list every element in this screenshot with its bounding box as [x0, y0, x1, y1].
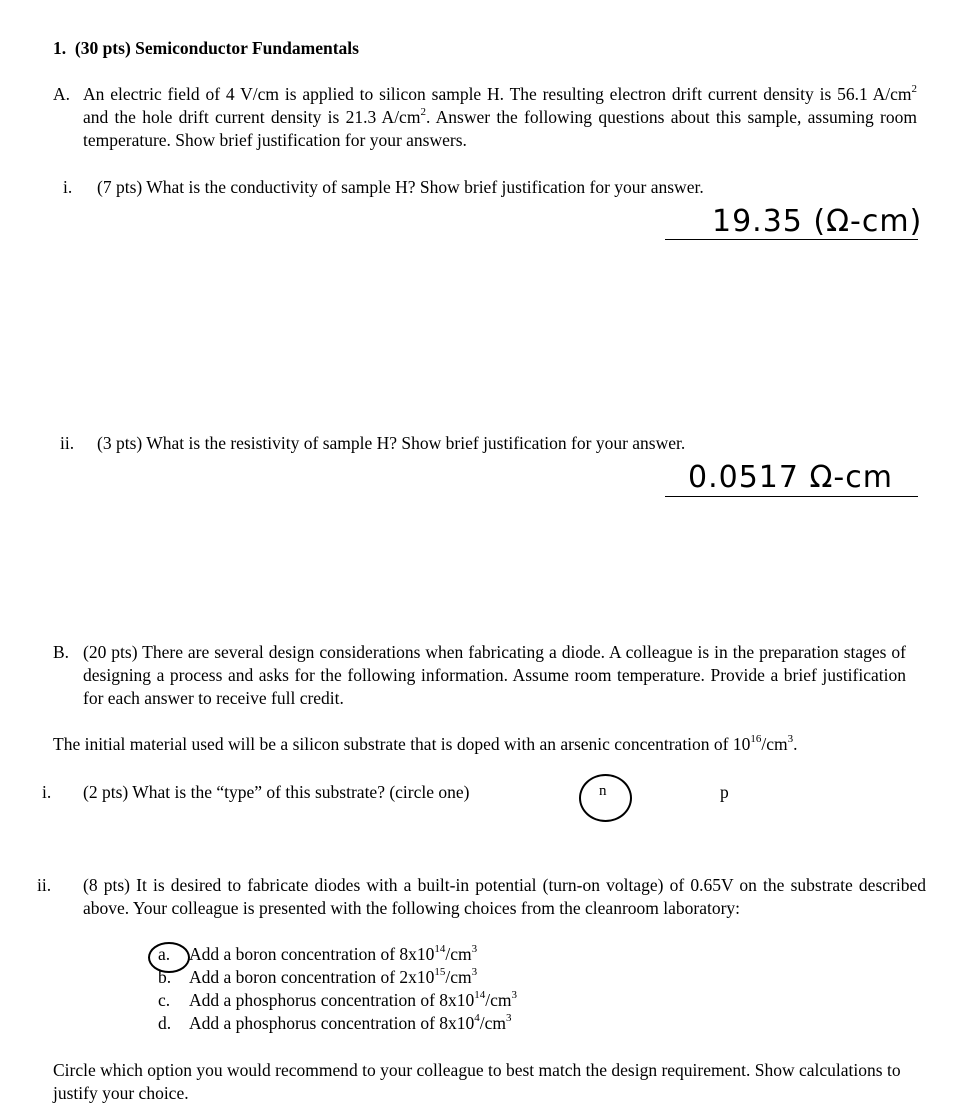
problem-heading — [53, 37, 359, 60]
question-a-ii-text: (3 pts) What is the resistivity of sample H? Show brief justification for your answer. — [97, 433, 686, 453]
answer-line-a-i — [665, 239, 918, 240]
choice-n[interactable]: n — [599, 783, 607, 799]
option-c[interactable]: c. Add a phosphorus concentration of $8x10^{14}/cm^3$ — [158, 989, 518, 1010]
answer-line-a-ii — [665, 496, 918, 497]
part-b-intro: (20 pts) There are several design considerations when fabricating a diode. A colleague is in the preparation stages of designing a process and asks for the following information. Assume room temperature. Provide a brief justification for each answer to receive full credit. — [83, 642, 906, 708]
part-a-letter: A. — [53, 84, 71, 104]
question-a-ii-number: ii. — [60, 433, 75, 453]
option-a[interactable]: a. Add a boron concentration of $8x10^{14}/cm^3$ — [158, 943, 478, 964]
choice-p[interactable]: p — [720, 782, 729, 802]
substrate-description: The initial material used will be a silicon substrate that is doped with an arsenic concentration of $10^{16}/cm^3$. — [53, 733, 798, 754]
instruction-text: Circle which option you would recommend to your colleague to best match the design requirement. Show calculations to justify your choice. — [53, 1060, 901, 1103]
question-b-i-number: i. — [42, 782, 52, 802]
problem-title: (30 pts) Semiconductor Fundamentals — [74, 38, 359, 58]
question-a-i-text: (7 pts) What is the conductivity of sample H? Show brief justification for your answer. — [97, 177, 704, 197]
part-a-intro: An electric field of 4 V/cm is applied to silicon sample H. The resulting electron drift current density is 56.1 $A/cm^2$ and the hole drift current density is 21.3 $A/cm^2$. Answer the following questions about this sample, assuming room temperature. Show brief justification for your answers. — [83, 83, 917, 150]
question-b-ii-text: (8 pts) It is desired to fabricate diodes with a built-in potential (turn-on voltage) of 0.65V on the substrate described above. Your colleague is presented with the following choices from the cleanroom laboratory: — [83, 875, 926, 918]
handwritten-resistivity-answer: 0.0517 Ω-cm — [688, 460, 893, 495]
question-b-i-text: (2 pts) What is the “type” of this substrate? (circle one) — [83, 782, 470, 802]
part-b-letter: B. — [53, 642, 70, 662]
question-a-i-number: i. — [63, 177, 73, 197]
option-b[interactable]: b. Add a boron concentration of $2x10^{15}/cm^3$ — [158, 966, 478, 987]
option-d[interactable]: d. Add a phosphorus concentration of $8x10^4/cm^3$ — [158, 1012, 512, 1033]
problem-number: 1. — [53, 38, 67, 58]
handwritten-conductivity-answer: 19.35 (Ω-cm) — [712, 204, 923, 239]
question-b-ii-number: ii. — [37, 875, 52, 895]
